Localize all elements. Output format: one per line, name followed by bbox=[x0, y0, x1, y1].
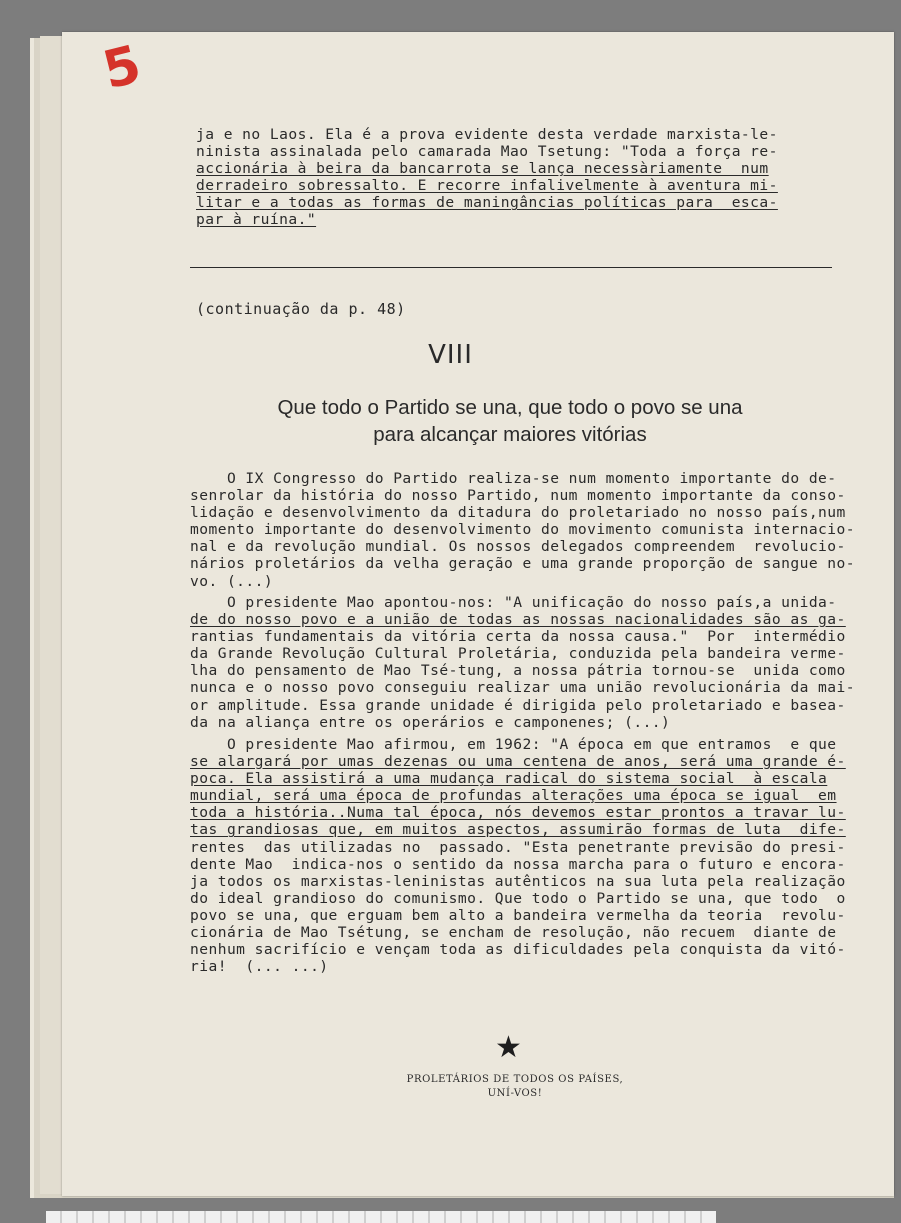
top-quote-block bbox=[196, 126, 778, 229]
text-line: par à ruína." bbox=[196, 211, 317, 229]
chapter-number: VIII bbox=[428, 340, 473, 370]
text-line: se alargará por umas dezenas ou uma centena de anos, será uma grande é- bbox=[190, 753, 846, 771]
text-line: ria! (... ...) bbox=[190, 958, 329, 976]
motto-line1: PROLETÁRIOS DE TODOS OS PAÍSES, bbox=[406, 1074, 624, 1085]
text-line: toda a história..Numa tal época, nós devemos estar prontos a travar lu- bbox=[190, 804, 846, 822]
text-line: cionária de Mao Tsétung, se encham de resolução, não recuem diante de bbox=[190, 924, 837, 942]
text-line: rentes das utilizadas no passado. "Esta penetrante previsão do presi- bbox=[190, 838, 846, 856]
text-line: accionária à beira da bancarrota se lança necessàriamente num bbox=[196, 160, 769, 178]
text-line: rantias fundamentais da vitória certa da nossa causa." Por intermédio bbox=[190, 628, 846, 646]
chapter-title-line1: Que todo o Partido se una, que todo o povo se una bbox=[277, 396, 743, 419]
motto-line2: UNÍ-VOS! bbox=[487, 1088, 543, 1099]
text-line: nal e da revolução mundial. Os nossos delegados compreendem revolucio- bbox=[190, 538, 846, 556]
text-line: do ideal grandioso do comunismo. Que todo o Partido se una, que todo o bbox=[190, 889, 846, 907]
text-line: da Grande Revolução Cultural Proletária, conduzida pela bandeira verme- bbox=[190, 645, 846, 663]
text-line: lha do pensamento de Mao Tsé-tung, a nossa pátria tornou-se unida como bbox=[190, 662, 846, 680]
text-line: de do nosso povo e a união de todas as nossas nacionalidades são as ga- bbox=[190, 611, 846, 629]
text-line: nenhum sacrifício e vençam toda as dificuldades pela conquista da vitó- bbox=[190, 941, 846, 959]
text-line: ninista assinalada pelo camarada Mao Tsetung: "Toda a força re- bbox=[196, 143, 778, 161]
handwritten-page-number: 5 bbox=[97, 34, 147, 102]
text-line: litar e a todas as formas de maningâncias políticas para esca- bbox=[196, 194, 778, 212]
section-divider bbox=[190, 267, 832, 268]
paragraph-2 bbox=[190, 594, 855, 731]
text-line: O presidente Mao apontou-nos: "A unificação do nosso país,a unida- bbox=[190, 594, 837, 611]
text-line: ja e no Laos. Ela é a prova evidente desta verdade marxista-le- bbox=[196, 126, 778, 143]
text-line: dente Mao indica-nos o sentido da nossa marcha para o futuro e encora- bbox=[190, 855, 846, 873]
text-line: ja todos os marxistas-leninistas autênticos na sua luta pela realização bbox=[190, 872, 846, 890]
text-line: senrolar da história do nosso Partido, num momento importante da conso- bbox=[190, 487, 846, 505]
continuation-note: (continuação da p. 48) bbox=[196, 300, 406, 318]
text-line: O presidente Mao afirmou, em 1962: "A época em que entramos e que bbox=[190, 736, 837, 753]
paragraph-3 bbox=[190, 736, 846, 975]
scale-strip bbox=[46, 1211, 716, 1223]
text-line: or amplitude. Essa grande unidade é dirigida pelo proletariado e basea- bbox=[190, 696, 846, 714]
text-line: poca. Ela assistirá a uma mudança radical do sistema social à escala bbox=[190, 770, 828, 788]
text-line: mundial, será uma época de profundas alterações uma época se igual em bbox=[190, 787, 837, 805]
paragraph-1 bbox=[190, 470, 855, 590]
text-line: derradeiro sobressalto. E recorre infalivelmente à aventura mi- bbox=[196, 177, 778, 195]
text-line: nunca e o nosso povo conseguiu realizar uma união revolucionária da mai- bbox=[190, 679, 856, 697]
text-line: O IX Congresso do Partido realiza-se num momento importante do de- bbox=[190, 470, 837, 487]
text-line: tas grandiosas que, em muitos aspectos, assumirão formas de luta dife- bbox=[190, 821, 846, 839]
text-line: lidação e desenvolvimento da ditadura do proletariado no nosso país,num bbox=[190, 504, 846, 522]
star-icon: ★ bbox=[495, 1030, 522, 1065]
text-line: momento importante do desenvolvimento do movimento comunista internacio- bbox=[190, 521, 856, 539]
chapter-title-line2: para alcançar maiores vitórias bbox=[373, 423, 647, 446]
text-line: nários proletários da velha geração e uma grande proporção de sangue no- bbox=[190, 555, 856, 573]
text-line: vo. (...) bbox=[190, 572, 274, 590]
text-line: povo se una, que erguam bem alto a bandeira vermelha da teoria revolu- bbox=[190, 906, 846, 924]
text-line: da na aliança entre os operários e camponenes; (...) bbox=[190, 713, 671, 731]
